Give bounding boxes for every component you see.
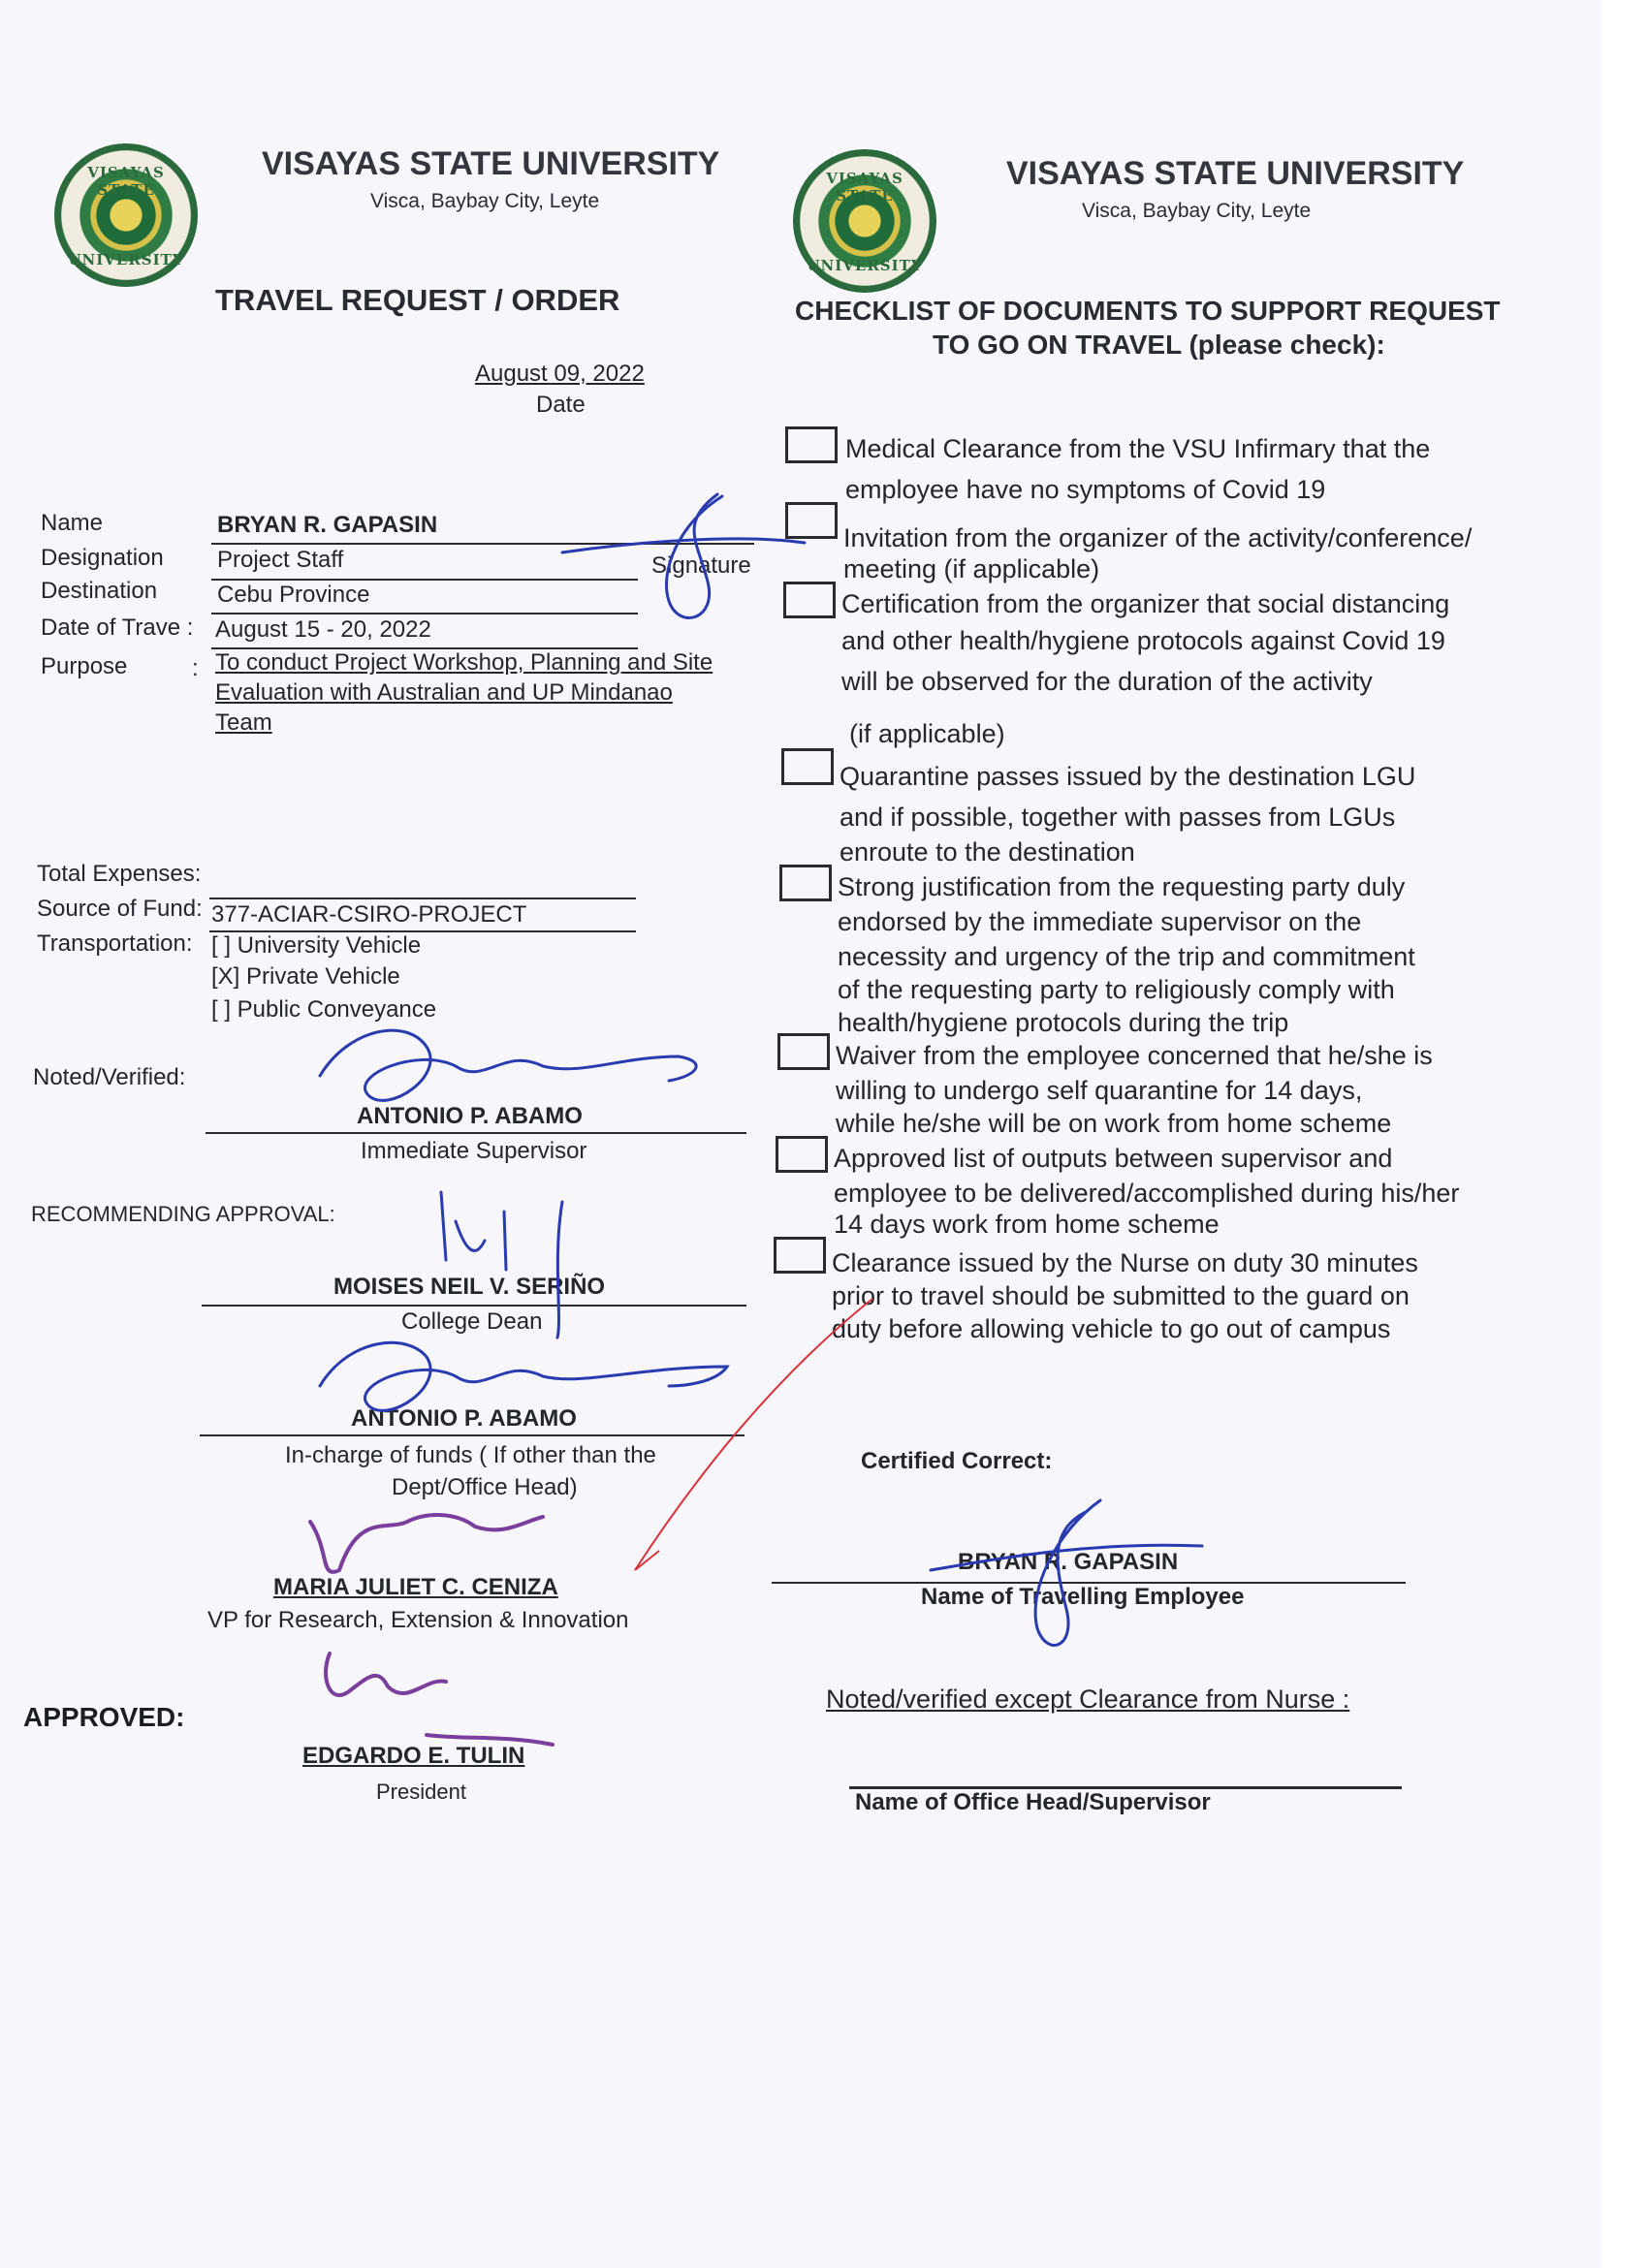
vp-title: VP for Research, Extension & Innovation	[207, 1607, 629, 1633]
transport-option-public: [ ] Public Conveyance	[211, 996, 437, 1023]
designation-label: Designation	[41, 545, 164, 571]
funds-incharge-name: ANTONIO P. ABAMO	[351, 1405, 577, 1432]
destination-label: Destination	[41, 578, 158, 604]
checklist-item-6-line-3: while he/she will be on work from home scheme	[836, 1109, 1392, 1138]
source-of-fund-label: Source of Fund:	[37, 896, 203, 922]
noted-verified-label: Noted/Verified:	[33, 1064, 186, 1090]
checklist-item-5-line-1: Strong justification from the requesting party duly	[838, 872, 1406, 901]
university-name-right: VISAYAS STATE UNIVERSITY	[1006, 155, 1465, 192]
travel-date-value: August 15 - 20, 2022	[215, 616, 431, 643]
checklist-title-2: TO GO ON TRAVEL (please check):	[933, 330, 1385, 360]
vp-name: MARIA JULIET C. CENIZA	[273, 1574, 558, 1600]
checklist-item-5-line-3: necessity and urgency of the trip and commitment	[838, 942, 1415, 971]
checklist-item-7-line-3: 14 days work from home scheme	[834, 1210, 1220, 1239]
checklist-item-8-line-1: Clearance issued by the Nurse on duty 30 minutes	[832, 1248, 1418, 1277]
supervisor-title: Immediate Supervisor	[361, 1138, 587, 1164]
approved-label: APPROVED:	[23, 1702, 185, 1732]
destination-value: Cebu Province	[217, 582, 370, 608]
president-name: EDGARDO E. TULIN	[302, 1743, 525, 1769]
dean-name: MOISES NEIL V. SERIÑO	[333, 1274, 606, 1300]
name-value: BRYAN R. GAPASIN	[217, 512, 438, 538]
travelling-employee-name: BRYAN R. GAPASIN	[958, 1549, 1179, 1575]
name-label: Name	[41, 510, 104, 536]
source-of-fund-value: 377-ACIAR-CSIRO-PROJECT	[211, 901, 527, 928]
funds-incharge-title-1: In-charge of funds ( If other than the	[285, 1442, 656, 1468]
checklist-item-3-line-1: Certification from the organizer that social distancing	[841, 589, 1450, 618]
checklist-item-1-line-1: Medical Clearance from the VSU Infirmary that the	[845, 434, 1431, 463]
transport-option-private: [X] Private Vehicle	[211, 963, 400, 990]
purpose-line-2: Evaluation with Australian and UP Mindanao	[215, 679, 673, 706]
seal-top-text: VISAYAS STATE	[826, 170, 903, 205]
checklist-item-5-line-5: health/hygiene protocols during the trip	[838, 1008, 1289, 1037]
university-name-left: VISAYAS STATE UNIVERSITY	[262, 145, 720, 182]
checklist-item-7-line-1: Approved list of outputs between supervisor and	[834, 1144, 1393, 1173]
checklist-item-7-line-2: employee to be delivered/accomplished during his/her	[834, 1179, 1460, 1208]
checklist-item-3-line-2: and other health/hygiene protocols against Covid 19	[841, 626, 1445, 655]
checklist-item-2-line-1: Invitation from the organizer of the activity/conference/	[843, 523, 1473, 552]
checklist-item-6-line-1: Waiver from the employee concerned that he/she is	[836, 1041, 1433, 1070]
request-date: August 09, 2022	[475, 361, 645, 387]
signature-label: Signature	[651, 552, 751, 579]
certified-correct-label: Certified Correct:	[861, 1448, 1053, 1474]
purpose-label: Purpose	[41, 653, 128, 679]
recommending-approval-label: RECOMMENDING APPROVAL:	[31, 1202, 335, 1226]
supervisor-name: ANTONIO P. ABAMO	[357, 1103, 583, 1129]
form-title: TRAVEL REQUEST / ORDER	[215, 283, 620, 317]
checklist-item-4-line-2: and if possible, together with passes from LGUs	[840, 803, 1396, 832]
transport-option-university: [ ] University Vehicle	[211, 932, 422, 959]
date-label: Date	[536, 392, 586, 418]
checklist-item-5-line-4: of the requesting party to religiously comply with	[838, 975, 1395, 1004]
transportation-label: Transportation:	[37, 930, 193, 957]
checklist-item-4-line-1: Quarantine passes issued by the destination LGU	[840, 762, 1416, 791]
designation-value: Project Staff	[217, 547, 344, 573]
checklist-title-1: CHECKLIST OF DOCUMENTS TO SUPPORT REQUEST	[795, 296, 1501, 326]
dean-title: College Dean	[401, 1308, 543, 1335]
purpose-line-3: Team	[215, 709, 272, 736]
funds-incharge-title-2: Dept/Office Head)	[392, 1474, 578, 1500]
checklist-item-4-line-3: enroute to the destination	[840, 837, 1135, 866]
checklist-item-8-line-2: prior to travel should be submitted to the guard on	[832, 1281, 1410, 1310]
university-address-right: Visca, Baybay City, Leyte	[1082, 200, 1312, 222]
noted-except-nurse-label: Noted/verified except Clearance from Nurse :	[826, 1685, 1350, 1714]
office-head-title: Name of Office Head/Supervisor	[855, 1789, 1211, 1815]
purpose-line-1: To conduct Project Workshop, Planning and Site	[215, 649, 713, 676]
purpose-colon: :	[192, 655, 199, 681]
checklist-item-3-line-4: (if applicable)	[849, 719, 1005, 748]
checklist-item-1-line-2: employee have no symptoms of Covid 19	[845, 475, 1326, 504]
travelling-employee-title: Name of Travelling Employee	[921, 1584, 1245, 1610]
total-expenses-label: Total Expenses:	[37, 861, 202, 887]
president-title: President	[376, 1780, 466, 1804]
seal-top-text: VISAYAS STATE	[87, 164, 165, 199]
checklist-item-2-line-2: meeting (if applicable)	[843, 554, 1100, 583]
checklist-item-8-line-3: duty before allowing vehicle to go out of campus	[832, 1314, 1391, 1343]
checklist-item-3-line-3: will be observed for the duration of the activity	[841, 667, 1373, 696]
seal-bottom-text: UNIVERSITY	[68, 251, 184, 268]
checklist-item-5-line-2: endorsed by the immediate supervisor on the	[838, 907, 1362, 936]
university-address-left: Visca, Baybay City, Leyte	[370, 190, 600, 212]
travel-date-label: Date of Trave :	[41, 614, 194, 641]
seal-bottom-text: UNIVERSITY	[807, 257, 923, 274]
checklist-item-6-line-2: willing to undergo self quarantine for 14 days,	[836, 1076, 1363, 1105]
